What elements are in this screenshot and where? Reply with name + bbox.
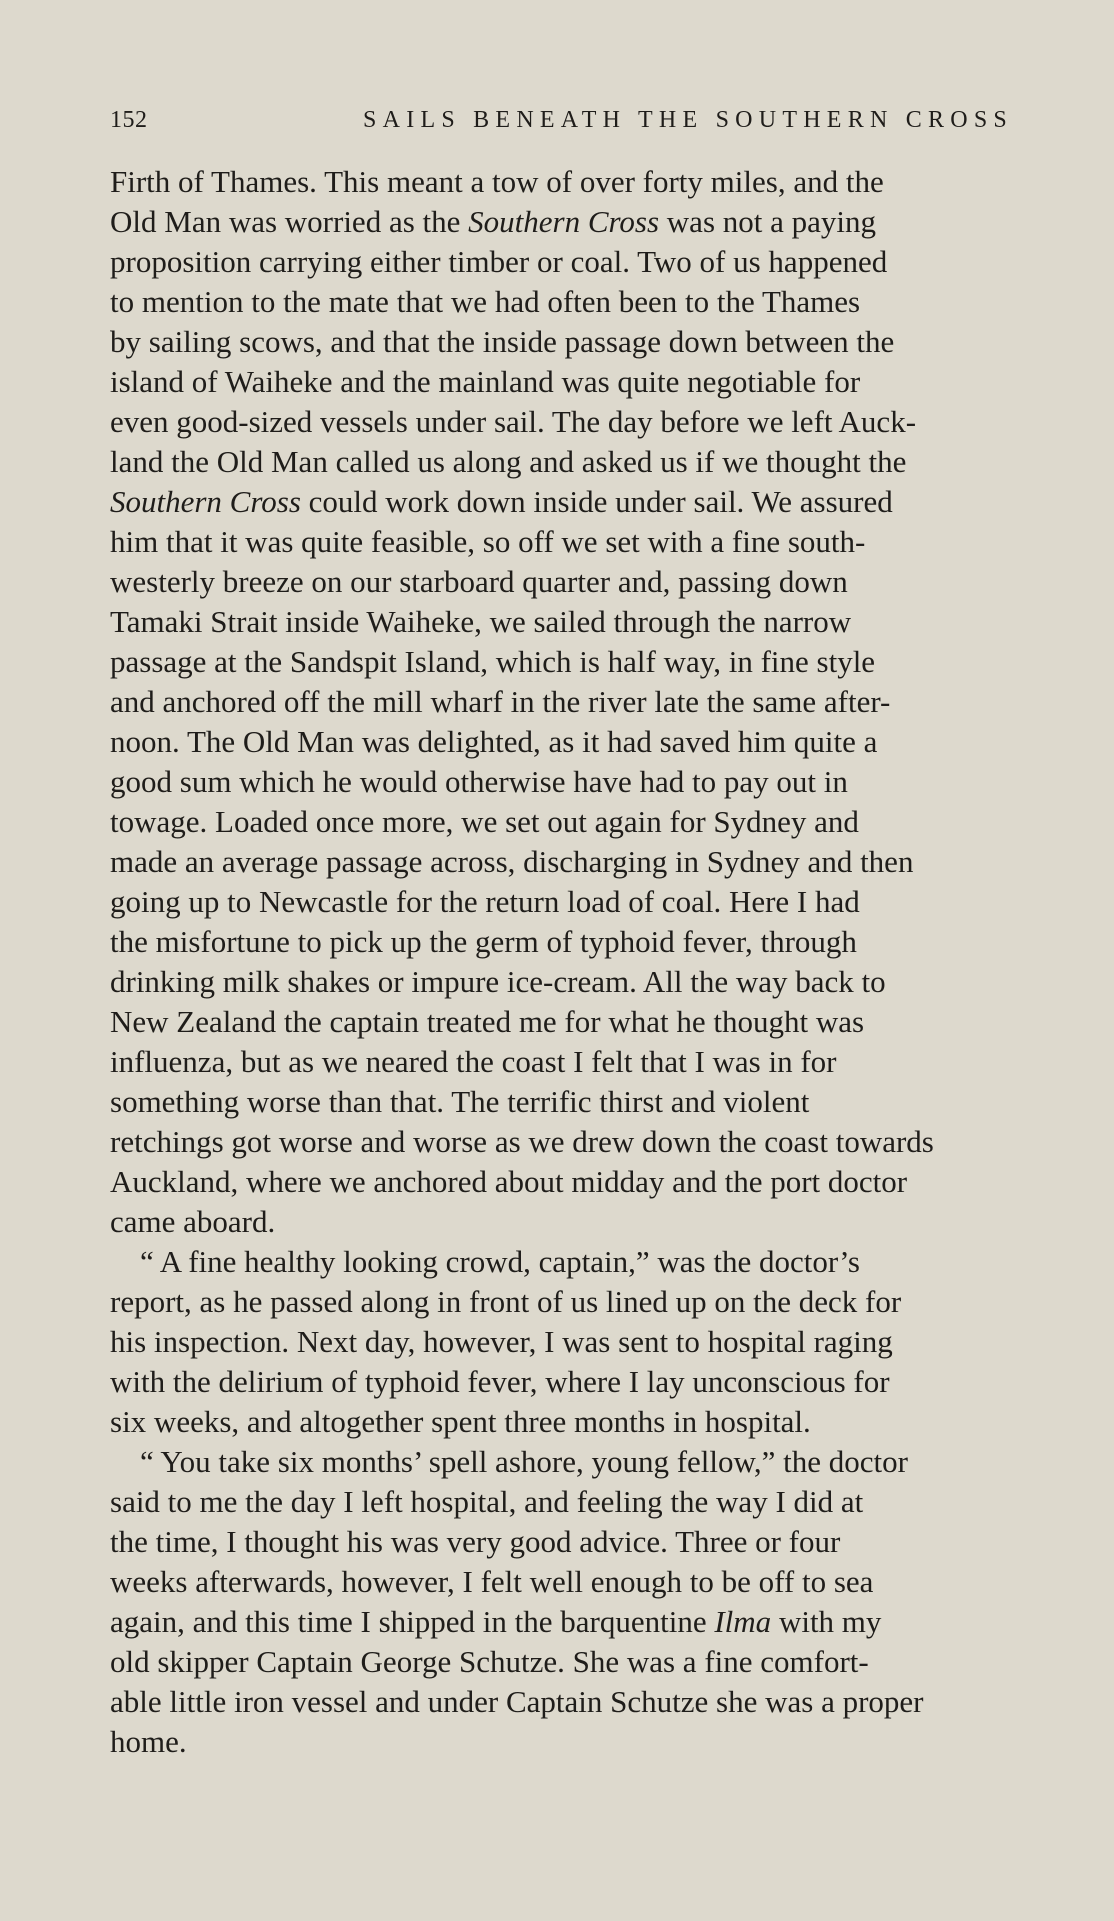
ship-name: Southern Cross [468,204,660,239]
text-line: made an average passage across, discharging in Sydney and then [110,844,914,879]
text-line: passage at the Sandspit Island, which is half way, in fine style [110,644,876,679]
body-text [110,162,1070,1762]
text-line: and anchored off the mill wharf in the river late the same after- [110,684,891,719]
text-line: by sailing scows, and that the inside passage down between the [110,324,895,359]
text-line: home. [110,1724,187,1759]
text-line: the misfortune to pick up the germ of typhoid fever, through [110,924,857,959]
text-line: the time, I thought his was very good advice. Three or four [110,1524,841,1559]
text-line: said to me the day I left hospital, and feeling the way I did at [110,1484,864,1519]
text-line: retchings got worse and worse as we drew down the coast towards [110,1124,934,1159]
text-line: with the delirium of typhoid fever, where I lay unconscious for [110,1364,890,1399]
text-line: island of Waiheke and the mainland was quite negotiable for [110,364,861,399]
text-line: came aboard. [110,1204,276,1239]
page-number: 152 [110,107,148,133]
text-line: again, and this time I shipped in the barquentine Ilma with my [110,1604,882,1639]
running-title: SAILS BENEATH THE SOUTHERN CROSS [363,107,1013,133]
running-head [110,100,1013,140]
text-line: old skipper Captain George Schutze. She was a fine comfort- [110,1644,869,1679]
text-line: westerly breeze on our starboard quarter and, passing down [110,564,848,599]
text-line: able little iron vessel and under Captain Schutze she was a proper [110,1684,924,1719]
text-line: Tamaki Strait inside Waiheke, we sailed through the narrow [110,604,852,639]
text-line: good sum which he would otherwise have had to pay out in [110,764,848,799]
text-line: New Zealand the captain treated me for what he thought was [110,1004,865,1039]
text-line: influenza, but as we neared the coast I felt that I was in for [110,1044,837,1079]
text-line: going up to Newcastle for the return load of coal. Here I had [110,884,860,919]
text-line: Southern Cross could work down inside under sail. We assured [110,484,893,519]
text-line: his inspection. Next day, however, I was sent to hospital raging [110,1324,893,1359]
text-line: to mention to the mate that we had often been to the Thames [110,284,861,319]
text-line: Old Man was worried as the Southern Cross was not a paying [110,204,877,239]
text-line: weeks afterwards, however, I felt well enough to be off to sea [110,1564,874,1599]
text-line: land the Old Man called us along and asked us if we thought the [110,444,907,479]
text-line: “ A fine healthy looking crowd, captain,” was the doctor’s [140,1244,860,1279]
text-line: drinking milk shakes or impure ice-cream. All the way back to [110,964,886,999]
text-line: him that it was quite feasible, so off we set with a fine south- [110,524,866,559]
text-line: six weeks, and altogether spent three months in hospital. [110,1404,811,1439]
text-line: something worse than that. The terrific thirst and violent [110,1084,810,1119]
text-line: even good-sized vessels under sail. The day before we left Auck- [110,404,917,439]
text-line: noon. The Old Man was delighted, as it had saved him quite a [110,724,878,759]
ship-name: Southern Cross [110,484,301,519]
text-line: proposition carrying either timber or coal. Two of us happened [110,244,888,279]
text-line: report, as he passed along in front of us lined up on the deck for [110,1284,902,1319]
text-line: “ You take six months’ spell ashore, young fellow,” the doctor [140,1444,908,1479]
text-line: Auckland, where we anchored about midday and the port doctor [110,1164,908,1199]
text-line: towage. Loaded once more, we set out again for Sydney and [110,804,859,839]
ship-name: Ilma [714,1604,772,1639]
text-line: Firth of Thames. This meant a tow of over forty miles, and the [110,164,884,199]
